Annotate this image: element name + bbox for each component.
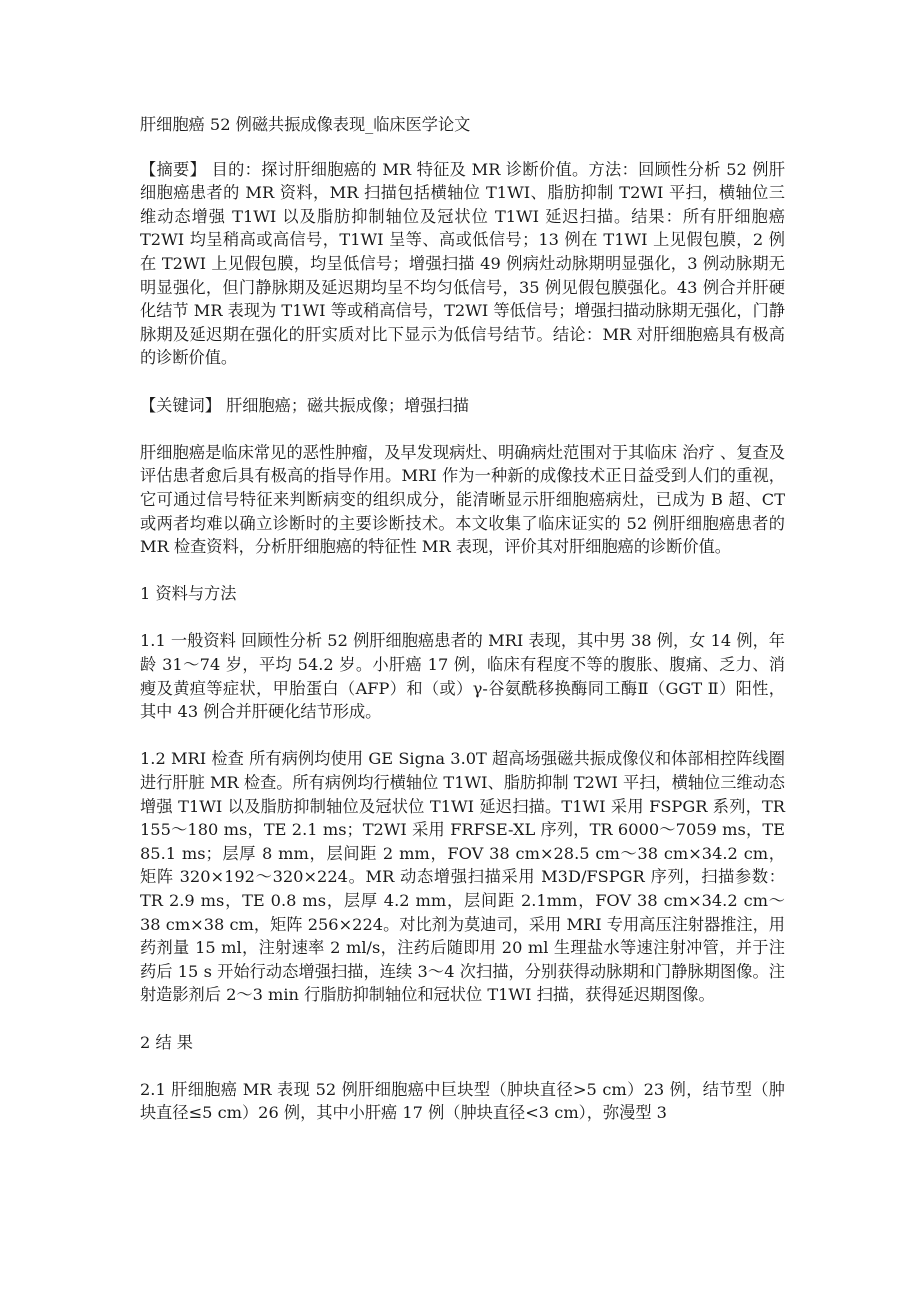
section-1-2-paragraph: 1.2 MRI 检查 所有病例均使用 GE Signa 3.0T 超高场强磁共振成像仪和体部相控阵线圈进行肝脏 MR 检查。所有病例均行横轴位 T1WI、脂肪抑制 T2WI 平扫，横轴位三维动态增强 T1WI 以及脂肪抑制轴位及冠状位 T1WI 延迟扫描。T1WI 采用 FSPGR 系列，TR 155～180 ms，TE 2.1 ms；T2WI 采用 FRFSE-XL 序列，TR 6000～7059 ms，TE 85.1 ms；层厚 8 mm，层间距 2 mm，FOV 38 cm×28.5 cm～38 cm×34.2 cm，矩阵 320×192～320×224。MR 动态增强扫描采用 M3D/FSPGR 序列，扫描参数：TR 2.9 ms，TE 0.8 ms，层厚 4.2 mm，层间距 2.1mm，FOV 38 cm×34.2 cm～38 cm×38 cm，矩阵 256×224。对比剂为莫迪司，采用 MRI 专用高压注射器推注，用药剂量 15 ml，注射速率 2 ml/s，注药后随即用 20 ml 生理盐水等速注射冲管，并于注药后 15 s 开始行动态增强扫描，连续 3～4 次扫描，分别获得动脉期和门静脉期图像。注射造影剂后 2～3 min 行脂肪抑制轴位和冠状位 T1WI 扫描，获得延迟期图像。 — [140, 749, 785, 1005]
abstract-paragraph — [140, 158, 785, 370]
section-1-heading: 1 资料与方法 — [140, 584, 237, 604]
keywords-text: 肝细胞癌；磁共振成像；增强扫描 — [220, 395, 469, 415]
document-page — [140, 113, 785, 1149]
section-2-heading: 2 结 果 — [140, 1032, 193, 1052]
section-2-1-paragraph: 2.1 肝细胞癌 MR 表现 52 例肝细胞癌中巨块型（肿块直径>5 cm）23 例，结节型（肿块直径≤5 cm）26 例，其中小肝癌 17 例（肿块直径<3 cm），弥漫型 3 — [140, 1079, 785, 1123]
keywords-label: 【关键词】 — [140, 395, 221, 415]
document-title: 肝细胞癌 52 例磁共振成像表现_临床医学论文 — [140, 115, 471, 134]
introduction-paragraph: 肝细胞癌是临床常见的恶性肿瘤，及早发现病灶、明确病灶范围对于其临床 治疗 、复查及评估患者愈后具有极高的指导作用。MRI 作为一种新的成像技术正日益受到人们的重视，它可通过信号特征来判断病变的组织成分，能清晰显示肝细胞癌病灶，已成为 B 超、CT 或两者均难以确立诊断时的主要诊断技术。本文收集了临床证实的 52 例肝细胞癌患者的 MR 检查资料，分析肝细胞癌的特征性 MR 表现，评价其对肝细胞癌的诊断价值。 — [140, 442, 785, 557]
abstract-text: 目的：探讨肝细胞癌的 MR 特征及 MR 诊断价值。方法：回顾性分析 52 例肝细胞癌患者的 MR 资料，MR 扫描包括横轴位 T1WI、脂肪抑制 T2WI 平扫，横轴位三维动态增强 T1WI 以及脂肪抑制轴位及冠状位 T1WI 延迟扫描。结果：所有肝细胞癌 T2WI 均呈稍高或高信号，T1WI 呈等、高或低信号；13 例在 T1WI 上见假包膜，2 例在 T2WI 上见假包膜，均呈低信号；增强扫描 49 例病灶动脉期明显强化，3 例动脉期无明显强化，但门静脉期及延迟期均呈不均匀低信号，35 例见假包膜强化。43 例合并肝硬化结节 MR 表现为 T1WI 等或稍高信号，T2WI 等低信号；增强扫描动脉期无强化，门静脉期及延迟期在强化的肝实质对比下显示为低信号结节。结论：MR 对肝细胞癌具有极高的诊断价值。 — [140, 159, 786, 368]
keywords-paragraph — [140, 394, 785, 418]
section-1-1-paragraph: 1.1 一般资料 回顾性分析 52 例肝细胞癌患者的 MRI 表现，其中男 38 例，女 14 例，年龄 31～74 岁，平均 54.2 岁。小肝癌 17 例，临床有程度不等的腹胀、腹痛、乏力、消瘦及黄疸等症状，甲胎蛋白（AFP）和（或）γ-谷氨酰移换酶同工酶Ⅱ（GGT Ⅱ）阳性，其中 43 例合并肝硬化结节形成。 — [140, 631, 785, 722]
abstract-label: 【摘要】 — [140, 159, 207, 179]
